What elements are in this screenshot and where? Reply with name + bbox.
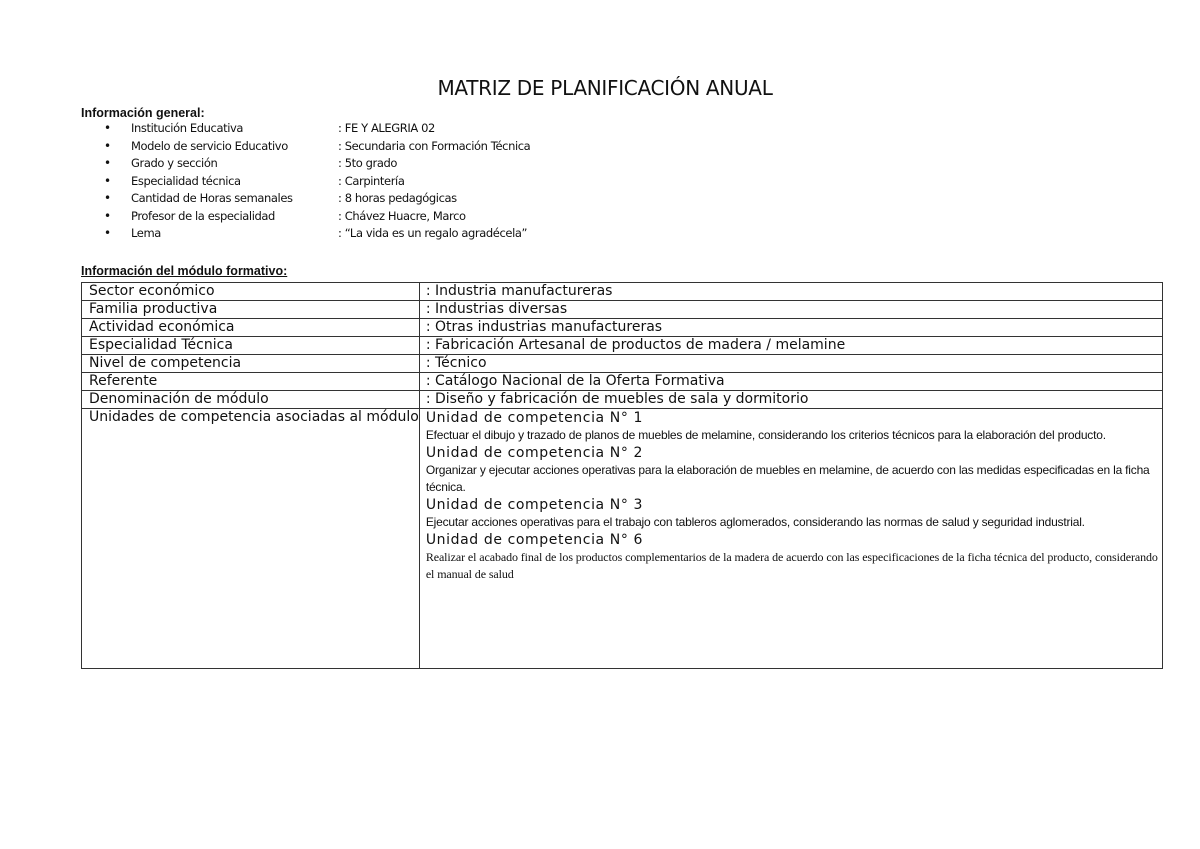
- unit-text: Efectuar el dibujo y trazado de planos de muebles de melamine, considerando los criterios técnicos para la elaboración del producto.: [425, 428, 1106, 442]
- table-row: [82, 373, 1163, 391]
- table-row: [82, 319, 1163, 337]
- row-value: : Catálogo Nacional de la Oferta Formativa: [419, 373, 1162, 391]
- unit-heading: Unidad de competencia N° 1: [425, 410, 644, 426]
- table-row: [82, 301, 1163, 319]
- bullet-icon: •: [104, 121, 111, 135]
- info-value: : “La vida es un regalo agradécela”: [338, 226, 528, 240]
- general-info-heading: Información general:: [81, 106, 205, 120]
- unit-heading: Unidad de competencia N° 2: [425, 445, 644, 461]
- info-value: : 8 horas pedagógicas: [338, 191, 457, 205]
- unit-heading: Unidad de competencia N° 3: [425, 497, 644, 513]
- bullet-icon: •: [104, 226, 111, 240]
- unit-heading: Unidad de competencia N° 6: [425, 532, 644, 548]
- info-value: : FE Y ALEGRIA 02: [338, 121, 435, 135]
- info-label: Institución Educativa: [131, 121, 244, 135]
- info-label: Profesor de la especialidad: [131, 208, 275, 223]
- row-label: Actividad económica: [82, 319, 420, 337]
- info-value: : 5to grado: [338, 156, 398, 170]
- info-value: : Secundaria con Formación Técnica: [338, 138, 531, 153]
- row-value: : Técnico: [419, 355, 1162, 373]
- info-label: Cantidad de Horas semanales: [131, 191, 293, 205]
- row-label: Denominación de módulo: [82, 391, 420, 409]
- row-value: : Diseño y fabricación de muebles de sala y dormitorio: [419, 391, 1162, 409]
- unit-text: Organizar y ejecutar acciones operativas para la elaboración de muebles en melamine, de acuerdo con las medidas especificadas en la ficha técnica.: [425, 463, 1150, 494]
- info-value: : Chávez Huacre, Marco: [338, 208, 466, 223]
- table-row: [82, 355, 1163, 373]
- bullet-icon: •: [104, 208, 111, 223]
- unit-text: Ejecutar acciones operativas para el trabajo con tableros aglomerados, considerando las normas de salud y seguridad industrial.: [425, 515, 1085, 529]
- competency-units-cell: [419, 409, 1162, 669]
- info-label: Lema: [131, 226, 161, 240]
- info-label: Grado y sección: [131, 156, 218, 170]
- row-value: : Industrias diversas: [419, 301, 1162, 319]
- bullet-icon: •: [104, 138, 111, 153]
- table-row-competency-units: [82, 409, 1163, 669]
- info-value: : Carpintería: [338, 173, 405, 188]
- row-label: Especialidad Técnica: [82, 337, 420, 355]
- table-row: [82, 283, 1163, 301]
- row-value: : Otras industrias manufactureras: [419, 319, 1162, 337]
- bullet-icon: •: [104, 173, 111, 188]
- row-value: : Fabricación Artesanal de productos de madera / melamine: [419, 337, 1162, 355]
- bullet-icon: •: [104, 191, 111, 205]
- row-label: Nivel de competencia: [82, 355, 420, 373]
- table-row: [82, 391, 1163, 409]
- module-info-table: [81, 282, 1163, 669]
- row-label: Referente: [82, 373, 420, 391]
- row-label: Familia productiva: [82, 301, 420, 319]
- info-label: Especialidad técnica: [131, 173, 241, 188]
- row-value: : Industria manufactureras: [419, 283, 1162, 301]
- table-row: [82, 337, 1163, 355]
- bullet-icon: •: [104, 156, 111, 170]
- module-info-heading: Información del módulo formativo:: [81, 264, 288, 278]
- info-label: Modelo de servicio Educativo: [131, 138, 288, 153]
- units-label: Unidades de competencia asociadas al módulo: [82, 409, 420, 669]
- unit-text: Realizar el acabado final de los productos complementarios de la madera de acuerdo con las especificaciones de la ficha técnica del producto, considerando el manual de salud: [425, 550, 1158, 581]
- row-label: Sector económico: [82, 283, 420, 301]
- document-title: MATRIZ DE PLANIFICACIÓN ANUAL: [437, 76, 773, 100]
